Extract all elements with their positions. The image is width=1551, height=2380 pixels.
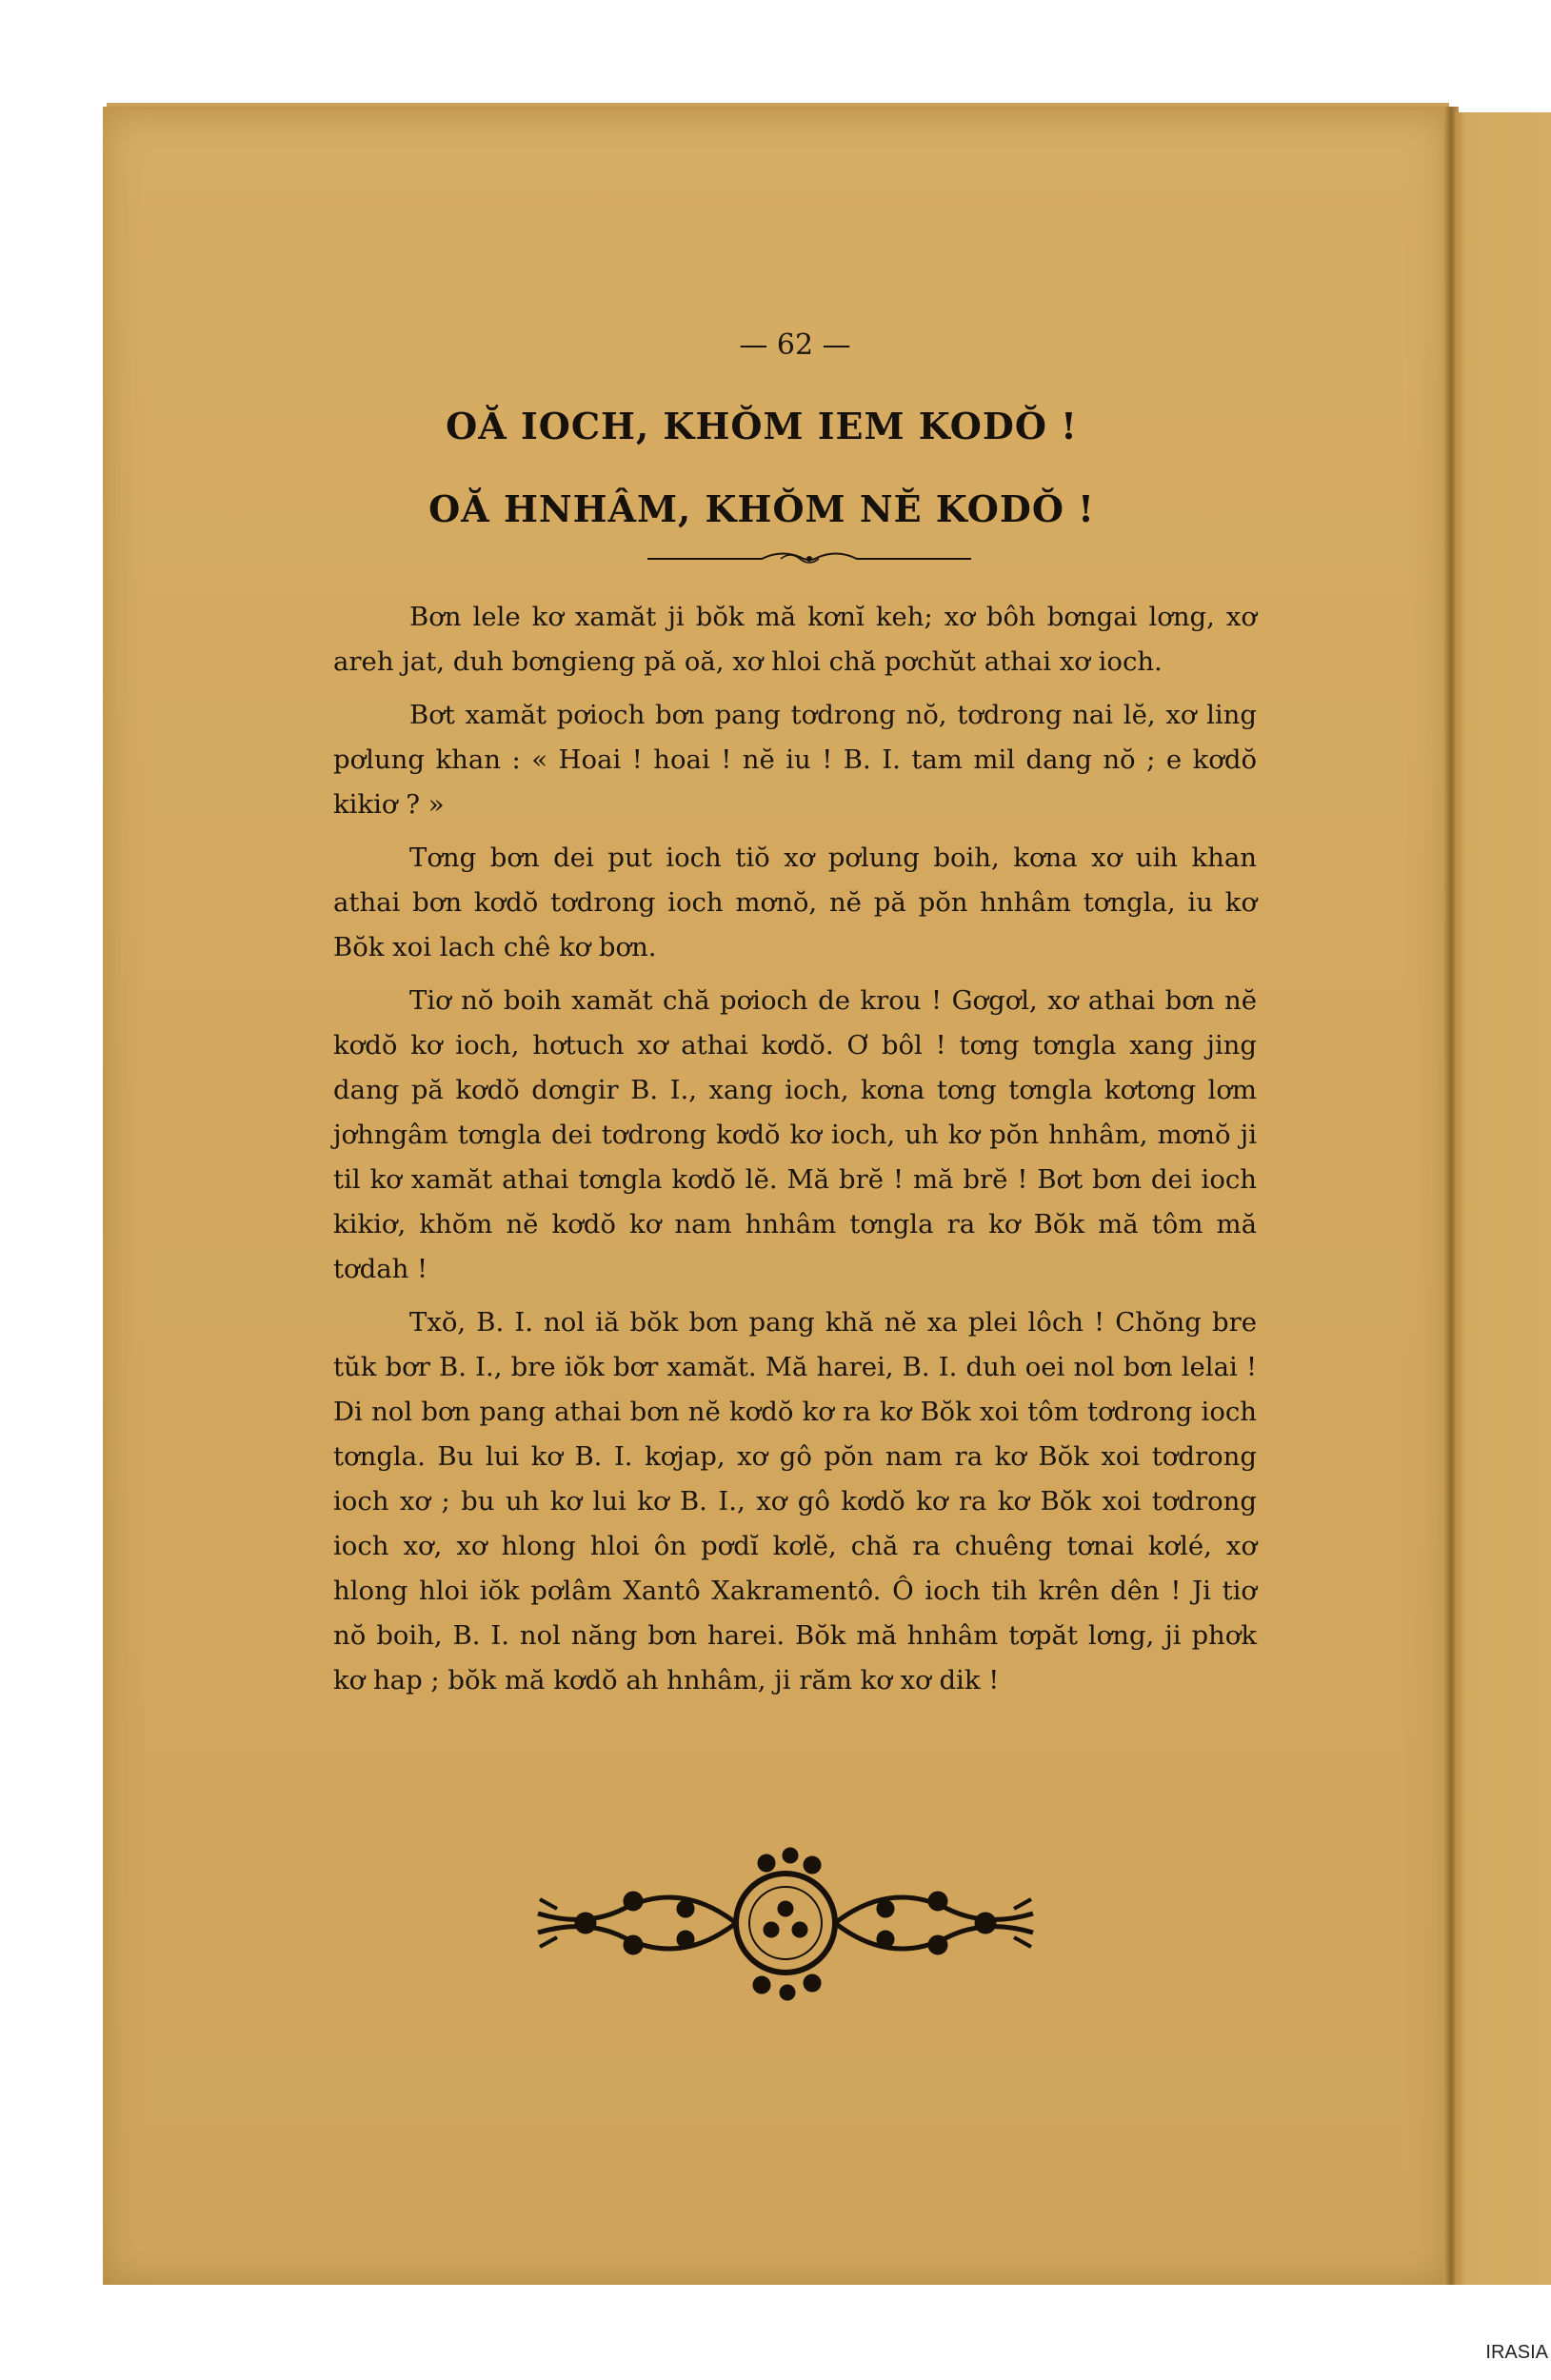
paragraph: Bơn lele kơ xamăt ji bŏk mă kơnĭ keh; xơ bôh bơngai lơng, xơ areh jat, duh bơngieng pă oă, xơ hloi chă pơchŭt athai xơ ioch. — [333, 602, 1257, 677]
body-text — [333, 595, 1257, 1712]
page-number: — 62 — — [739, 328, 851, 362]
watermark-irasia: IRASIA — [1485, 2342, 1548, 2363]
paragraph: Txŏ, B. I. nol iă bŏk bơn pang khă nĕ xa plei lôch ! Chŏng bre tŭk bơr B. I., bre iŏk bơr xamăt. Mă harei, B. I. duh oei nol bơn lelai ! Di nol bơn pang athai bơn nĕ kơdŏ kơ ra kơ Bŏk xoi tôm tơdrong ioch tơngla. Bu lui kơ B. I. kơjap, xơ gô pŏn nam ra kơ Bŏk xoi tơdrong ioch xơ ; bu uh kơ lui kơ B. I., xơ gô kơdŏ kơ ra kơ Bŏk xoi tơdrong ioch xơ, xơ hlong hloi ôn pơdĭ kơlĕ, chă ra chuêng tơnai kơlé, xơ hlong hloi iŏk pơlâm Xantô Xakramentô. Ô ioch tih krên dên ! Ji tiơ nŏ boih, B. I. nol năng bơn harei. Bŏk mă hnhâm tơpăt lơng, ji phơk kơ hap ; bŏk mă kơdŏ ah hnhâm, ji răm kơ xơ dik ! — [333, 1307, 1257, 1696]
title-line-2: OĂ HNHÂM, KHŎM NĔ KODŎ ! — [428, 487, 1095, 530]
paragraph: Tiơ nŏ boih xamăt chă pơioch de krou ! Gơgơl, xơ athai bơn nĕ kơdŏ kơ ioch, hơtuch xơ athai kơdŏ. Ơ bôl ! tơng tơngla xang jing dang pă kơdŏ dơngir B. I., xang ioch, kơna tơng tơngla kơtơng lơm jơhngâm tơngla dei tơdrong kơdŏ kơ ioch, uh kơ pŏn hnhâm, mơnŏ ji til kơ xamăt athai tơngla kơdŏ lĕ. Mă brĕ ! mă brĕ ! Bơt bơn dei ioch kikiơ, khŏm nĕ kơdŏ kơ nam hnhâm tơngla ra kơ Bŏk mă tôm mă tơdah ! — [333, 985, 1257, 1284]
title-line-1: OĂ IOCH, KHŎM IEM KODŎ ! — [446, 405, 1078, 447]
floral-ornament — [528, 1842, 1043, 2004]
facing-page-edge — [1455, 112, 1551, 2285]
paragraph: Tơng bơn dei put ioch tiŏ xơ pơlung boih, kơna xơ uih khan athai bơn kơdŏ tơdrong ioch mơnŏ, nĕ pă pŏn hnhâm tơngla, iu kơ Bŏk xoi lach chê kơ bơn. — [333, 843, 1257, 962]
paragraph: Bơt xamăt pơioch bơn pang tơdrong nŏ, tơdrong nai lĕ, xơ ling pơlung khan : « Hoai ! hoai ! nĕ iu ! B. I. tam mil dang nŏ ; e kơdŏ kikiơ ? » — [333, 700, 1257, 820]
title-divider-flourish — [647, 547, 971, 570]
